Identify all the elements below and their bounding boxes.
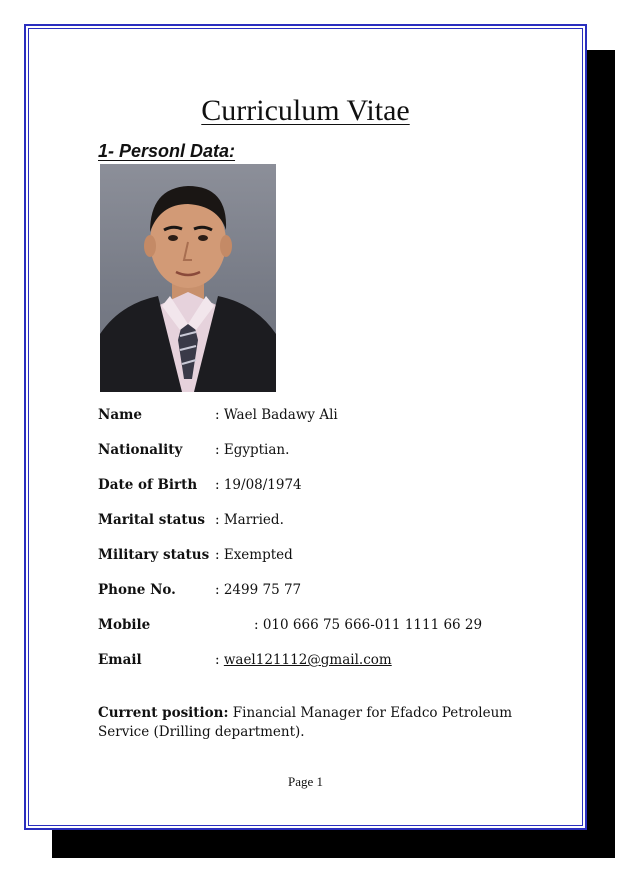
- field-value: : 2499 75 77: [215, 582, 302, 598]
- field-value: [215, 652, 392, 668]
- section-heading-personal-data: 1- Personl Data:: [98, 141, 236, 161]
- profile-photo: [100, 164, 276, 392]
- email-prefix: :: [215, 652, 224, 668]
- page-number: Page 1: [287, 774, 324, 789]
- email-link[interactable]: wael121112@gmail.com: [223, 652, 392, 668]
- field-label: Military status: [98, 547, 210, 563]
- document-title: Curriculum Vitae: [201, 94, 410, 127]
- field-label: Marital status: [98, 512, 205, 528]
- field-value: : Wael Badawy Ali: [215, 407, 338, 423]
- cv-page: [24, 24, 587, 830]
- field-label: Mobile: [98, 617, 151, 633]
- field-label: Name: [98, 407, 142, 423]
- field-value: : 19/08/1974: [215, 477, 302, 493]
- field-value: : Married.: [215, 512, 284, 528]
- field-value: : 010 666 75 666-011 1111 66 29: [254, 617, 483, 633]
- current-position-value: Financial Manager for Efadco Petroleum Service (Drilling department).: [98, 705, 513, 740]
- current-position: [98, 704, 518, 742]
- field-label: Email: [98, 652, 142, 668]
- current-position-label: Current position:: [98, 705, 229, 721]
- field-label: Date of Birth: [98, 477, 198, 493]
- field-value: : Exempted: [215, 547, 293, 563]
- field-label: Nationality: [98, 442, 183, 458]
- field-value: : Egyptian.: [215, 442, 290, 458]
- field-label: Phone No.: [98, 582, 176, 598]
